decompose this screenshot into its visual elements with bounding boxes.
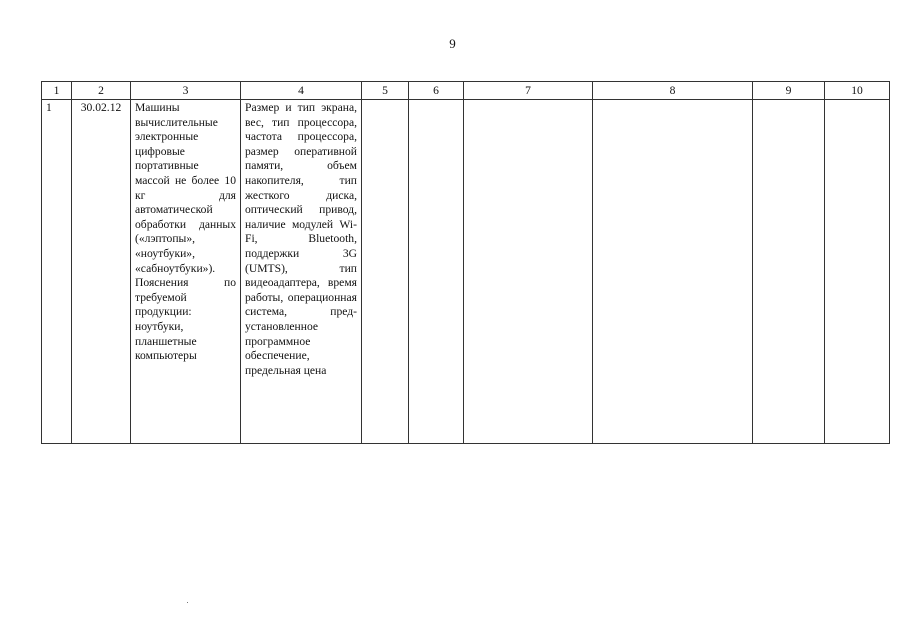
header-col-8: 8 (593, 82, 753, 100)
header-col-6: 6 (409, 82, 464, 100)
scan-speck (187, 602, 188, 603)
cell-code: 30.02.12 (72, 100, 131, 444)
cell-col-9 (753, 100, 825, 444)
header-col-4: 4 (241, 82, 362, 100)
header-col-9: 9 (753, 82, 825, 100)
header-col-2: 2 (72, 82, 131, 100)
page-number: 9 (449, 36, 456, 51)
cell-col-5 (362, 100, 409, 444)
cell-product-name: Машины вычислительные электронные цифровые портативные массой не более 10 кг для автоматической обработки данных («лэптопы», «ноутбуки», «сабноутбуки»). Пояснения по требуемой продукции: ноутбуки, планшетные компьютеры (131, 100, 241, 444)
cell-col-7 (464, 100, 593, 444)
header-col-5: 5 (362, 82, 409, 100)
header-col-10: 10 (825, 82, 890, 100)
table-header-row (42, 82, 890, 100)
cell-col-10 (825, 100, 890, 444)
cell-col-8 (593, 100, 753, 444)
requirements-table (41, 81, 890, 444)
cell-col-6 (409, 100, 464, 444)
header-col-3: 3 (131, 82, 241, 100)
cell-row-number: 1 (42, 100, 72, 444)
header-col-7: 7 (464, 82, 593, 100)
header-col-1: 1 (42, 82, 72, 100)
cell-characteristics: Размер и тип экрана, вес, тип процессора, частота процессора, размер оперативной памяти, объем накопителя, тип жесткого диска, оптический привод, наличие модулей Wi-Fi, Bluetooth, поддержки 3G (UMTS), тип видеоадаптера, время работы, операционная система, пред-установленное программное обеспечение, предельная цена (241, 100, 362, 444)
table-row (42, 100, 890, 444)
